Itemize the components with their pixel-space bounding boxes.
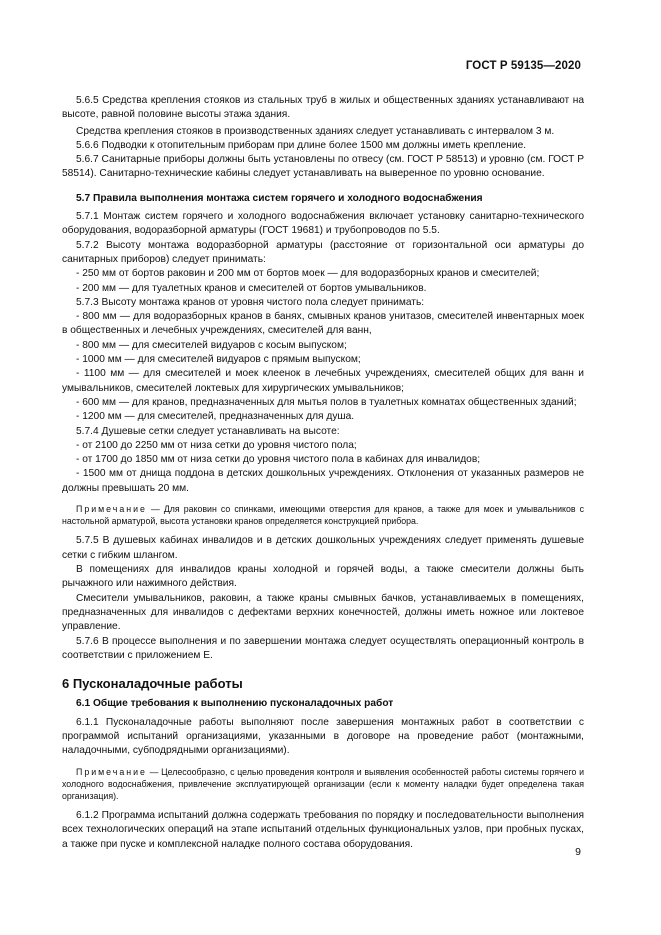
list-item: - 1500 мм от днища поддона в детских дошкольных учреждениях. Отклонения от указанных размеров не должны превышать 20 мм.	[62, 468, 584, 494]
list-item: - 800 мм — для водоразборных кранов в банях, смывных кранов унитазов, смесителей инвентарных моек в общественных и лечебных учреждениях, смесителей для ванн,	[62, 311, 584, 337]
list-item: - 250 мм от бортов раковин и 200 мм от бортов моек — для водоразборных кранов и смесителей;	[76, 268, 540, 280]
note-label: Примечание	[76, 766, 147, 777]
note-2	[62, 766, 584, 803]
paragraph-5-6-5b: Средства крепления стояков в производственных зданиях следует устанавливать с интервалом 3 м.	[76, 125, 555, 137]
paragraph-5-7-4: 5.7.4 Душевые сетки следует устанавливать на высоте:	[76, 425, 340, 437]
paragraph-5-7-6: 5.7.6 В процессе выполнения и по завершении монтажа следует осуществлять операционный контроль в соответствии с приложением Е.	[62, 635, 584, 661]
paragraph-5-7-5b: В помещениях для инвалидов краны холодной и горячей воды, а также смесители должны быть рычажного или нажимного действия.	[62, 564, 584, 590]
note-label: Примечание	[76, 504, 147, 515]
heading-5-7: 5.7 Правила выполнения монтажа систем горячего и холодного водоснабжения	[76, 192, 483, 204]
document-body	[62, 94, 584, 852]
paragraph-5-7-5: 5.7.5 В душевых кабинах инвалидов и в детских дошкольных учреждениях следует применять душевые сетки с гибким шлангом.	[62, 535, 584, 561]
paragraph-5-7-3: 5.7.3 Высоту монтажа кранов от уровня чистого пола следует принимать:	[76, 296, 425, 308]
paragraph-6-1-1: 6.1.1 Пусконаладочные работы выполняют после завершения монтажных работ в соответствии с программой испытаний организациями, указанными в договоре на проведение работ (монтажными, наладочными, субподрядными организациями).	[62, 716, 584, 757]
note-text: — Для раковин со спинками, имеющими отверстия для кранов, а также для моек и умывальников с настольной арматурой, высота установки кранов определяется конструкцией прибора.	[62, 504, 584, 527]
paragraph-5-7-1: 5.7.1 Монтаж систем горячего и холодного водоснабжения включает установку санитарно-технического оборудования, водоразборной арматуры (ГОСТ 19681) и трубопроводов по 5.5.	[62, 211, 584, 237]
paragraph-5-7-2: 5.7.2 Высоту монтажа водоразборной арматуры (расстояние от горизонтальной оси арматуры до санитарных приборов) следует принимать:	[62, 239, 584, 265]
list-item: - 1000 мм — для смесителей видуаров с прямым выпуском;	[76, 354, 361, 366]
paragraph-6-1-2: 6.1.2 Программа испытаний должна содержать требования по порядку и последовательности выполнения всех технологических операций на этапе испытаний отдельных функциональных узлов, при пробных пусках, а также при пуске и комплексной наладке полного состава оборудования.	[62, 810, 584, 850]
paragraph-5-7-5c: Смесители умывальников, раковин, а также краны смывных бачков, устанавливаемых в помещениях, предназначенных для инвалидов с дефектами верхних конечностей, должны иметь ножное или локтевое управление.	[62, 592, 584, 633]
heading-6-1: 6.1 Общие требования к выполнению пусконаладочных работ	[76, 698, 394, 710]
list-item: - от 2100 до 2250 мм от низа сетки до уровня чистого пола;	[76, 439, 357, 451]
list-item: - 1100 мм — для смесителей и моек клеенок в лечебных учреждениях, смесителей общих для ванн и умывальников, смесителей локтевых для хирургических умывальников;	[62, 368, 584, 394]
list-item: - от 1700 до 1850 мм от низа сетки до уровня чистого пола в кабинах для инвалидов;	[76, 454, 481, 466]
list-item: - 1200 мм — для смесителей, предназначенных для душа.	[76, 411, 355, 423]
document-id: ГОСТ Р 59135—2020	[465, 60, 581, 72]
paragraph-5-6-6: 5.6.6 Подводки к отопительным приборам при длине более 1500 мм должны иметь крепление.	[76, 139, 527, 151]
paragraph-5-6-7: 5.6.7 Санитарные приборы должны быть установлены по отвесу (см. ГОСТ Р 58513) и уровню (см. ГОСТ Р 58514). Санитарно-технические кабины следует устанавливать на выверенное по уровню основание.	[62, 154, 584, 180]
list-item: - 600 мм — для кранов, предназначенных для мытья полов в туалетных комнатах общественных зданий;	[76, 396, 577, 408]
list-item: - 800 мм — для смесителей видуаров с косым выпуском;	[76, 339, 347, 351]
list-item: - 200 мм — для туалетных кранов и смесителей от бортов умывальников.	[76, 282, 427, 294]
note-1	[62, 503, 584, 527]
heading-6: 6 Пусконаладочные работы	[62, 676, 243, 692]
note-text: — Целесообразно, с целью проведения контроля и выявления особенностей работы системы горячего и холодного водоснабжения, привлечение эксплуатирующей организации (если к моменту наладки будет определена такая организация).	[62, 766, 584, 801]
paragraph-5-6-5: 5.6.5 Средства крепления стояков из стальных труб в жилых и общественных зданиях устанавливают на высоте, равной половине высоты этажа здания.	[62, 95, 584, 121]
page-number: 9	[575, 846, 581, 858]
